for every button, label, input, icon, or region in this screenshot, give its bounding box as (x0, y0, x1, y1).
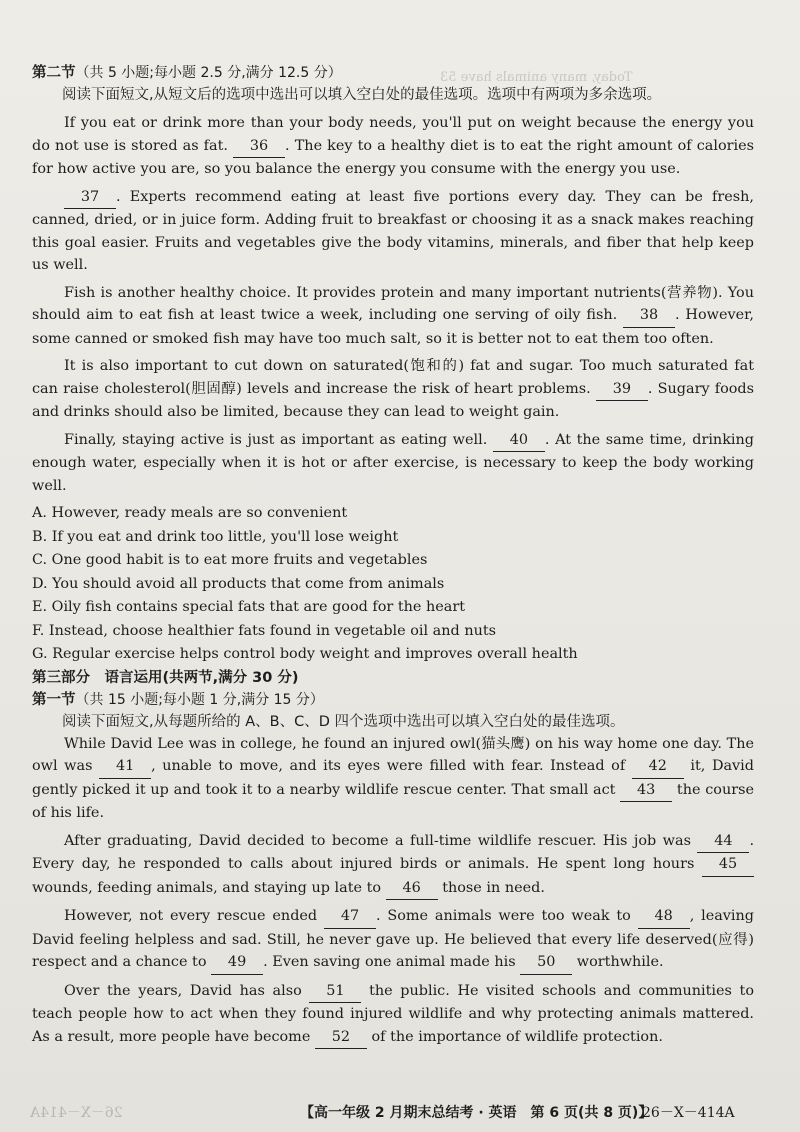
passage-paragraph: Finally, staying active is just as important as eating well. 40 . At the same time, drinking enough water, especially when it is hot or after exercise, is necessary to keep the body working well. (32, 429, 754, 498)
passage-paragraph: 37 . Experts recommend eating at least five portions every day. They can be fresh, canned, dried, or in juice form. Adding fruit to breakfast or choosing it as a snack makes reaching this goal easier. Fruits and vegetables give the body vitamins, minerals, and fiber that help keep us well. (32, 186, 754, 277)
option-e: E. Oily fish contains special fats that are good for the heart (32, 599, 466, 615)
blank-36: 36 (233, 135, 285, 159)
option-d: D. You should avoid all products that come from animals (32, 575, 445, 592)
blank-39: 39 (596, 378, 648, 402)
page-footer (0, 1098, 800, 1128)
part-3-title: 第三部分 语言运用(共两节,满分 30 分) (32, 669, 299, 686)
blank-50: 50 (520, 951, 572, 975)
blank-49: 49 (211, 951, 263, 975)
cloze-paragraph: While David Lee was in college, he found an injured owl(猫头鹰) on his way home one day. The owl was 41 , unable to move, and its eyes were filled with fear. Instead of 42 it, David gently picked it up and took it to a nearby wildlife rescue center. That small act 43 the course of his life. (32, 735, 754, 821)
bleed-through-code: 26－X－414A (30, 1105, 123, 1121)
cloze-paragraph: However, not every rescue ended 47 . Some animals were too weak to 48 , leaving David feeling helpless and sad. Still, he never gave up. He believed that every life deserved(应得) respect and a chance to 49 . Even saving one animal made his 50 worthwhile. (32, 905, 754, 975)
bleed-through-text: Today, many animals have 53 (440, 70, 633, 85)
blank-44: 44 (697, 830, 749, 854)
blank-48: 48 (638, 905, 690, 929)
blank-43: 43 (620, 779, 672, 803)
footer-page-info: 【高一年级 2 月期末总结考 · 英语 第 6 页(共 8 页)】 (300, 1105, 653, 1121)
passage-paragraph: It is also important to cut down on saturated(饱和的) fat and sugar. Too much saturated fat can raise cholesterol(胆固醇) levels and increase the risk of heart problems. 39 . Sugary foods and drinks should also be limited, because they can lead to weight gain. (32, 358, 755, 420)
section-2-title: 第二节 (32, 65, 76, 81)
part-3-section-1-heading (32, 689, 754, 711)
blank-37: 37 (64, 186, 116, 210)
part-3-section-1-title: 第一节 (32, 691, 76, 708)
blank-38: 38 (623, 304, 675, 328)
options-list (32, 502, 754, 667)
option-f: F. Instead, choose healthier fats found in vegetable oil and nuts (32, 622, 497, 639)
blank-42: 42 (632, 755, 684, 779)
cloze-paragraph: After graduating, David decided to become a full-time wildlife rescuer. His job was 44 . Every day, he responded to calls about injured birds or animals. He spent long hours 45 wounds, feeding animals, and staying up late to 46 those in need. (32, 830, 754, 901)
blank-51: 51 (309, 980, 361, 1004)
footer-exam-code: 26－X－414A (642, 1105, 735, 1121)
blank-46: 46 (386, 877, 438, 901)
page-content (32, 62, 754, 1054)
blank-45: 45 (702, 853, 754, 877)
section-2-heading (32, 62, 754, 84)
part-3-section-1-subtitle: （共 15 小题;每小题 1 分,满分 15 分） (75, 691, 324, 708)
blank-47: 47 (324, 905, 376, 929)
blank-40: 40 (493, 429, 545, 453)
passage-paragraph: Fish is another healthy choice. It provides protein and many important nutrients(营养物). You should aim to eat fish at least twice a week, including one serving of oily fish. 38 . However, some canned or smoked fish may have too much salt, so it is better not to eat them too often. (32, 284, 754, 347)
part-3-instruction: 阅读下面短文,从每题所给的 A、B、C、D 四个选项中选出可以填入空白处的最佳选项。 (62, 713, 625, 730)
section-2-instruction: 阅读下面短文,从短文后的选项中选出可以填入空白处的最佳选项。选项中有两项为多余选项。 (62, 87, 662, 103)
option-c: C. One good habit is to eat more fruits and vegetables (32, 552, 428, 568)
option-a: A. However, ready meals are so convenient (32, 505, 348, 521)
passage-paragraph: If you eat or drink more than your body needs, you'll put on weight because the energy you do not use is stored as fat. 36 . The key to a healthy diet is to eat the right amount of calories for how active you are, so you balance the energy you consume with the energy you use. (32, 115, 754, 177)
cloze-paragraph: Over the years, David has also 51 the public. He visited schools and communities to teach people how to act when they found injured wildlife and why protecting animals mattered. As a result, more people have become 52 of the importance of wildlife protection. (32, 980, 754, 1050)
blank-41: 41 (99, 755, 151, 779)
option-b: B. If you eat and drink too little, you'll lose weight (32, 528, 399, 545)
section-2-subtitle: （共 5 小题;每小题 2.5 分,满分 12.5 分） (75, 65, 342, 81)
option-g: G. Regular exercise helps control body weight and improves overall health (32, 646, 578, 662)
blank-52: 52 (315, 1026, 367, 1050)
